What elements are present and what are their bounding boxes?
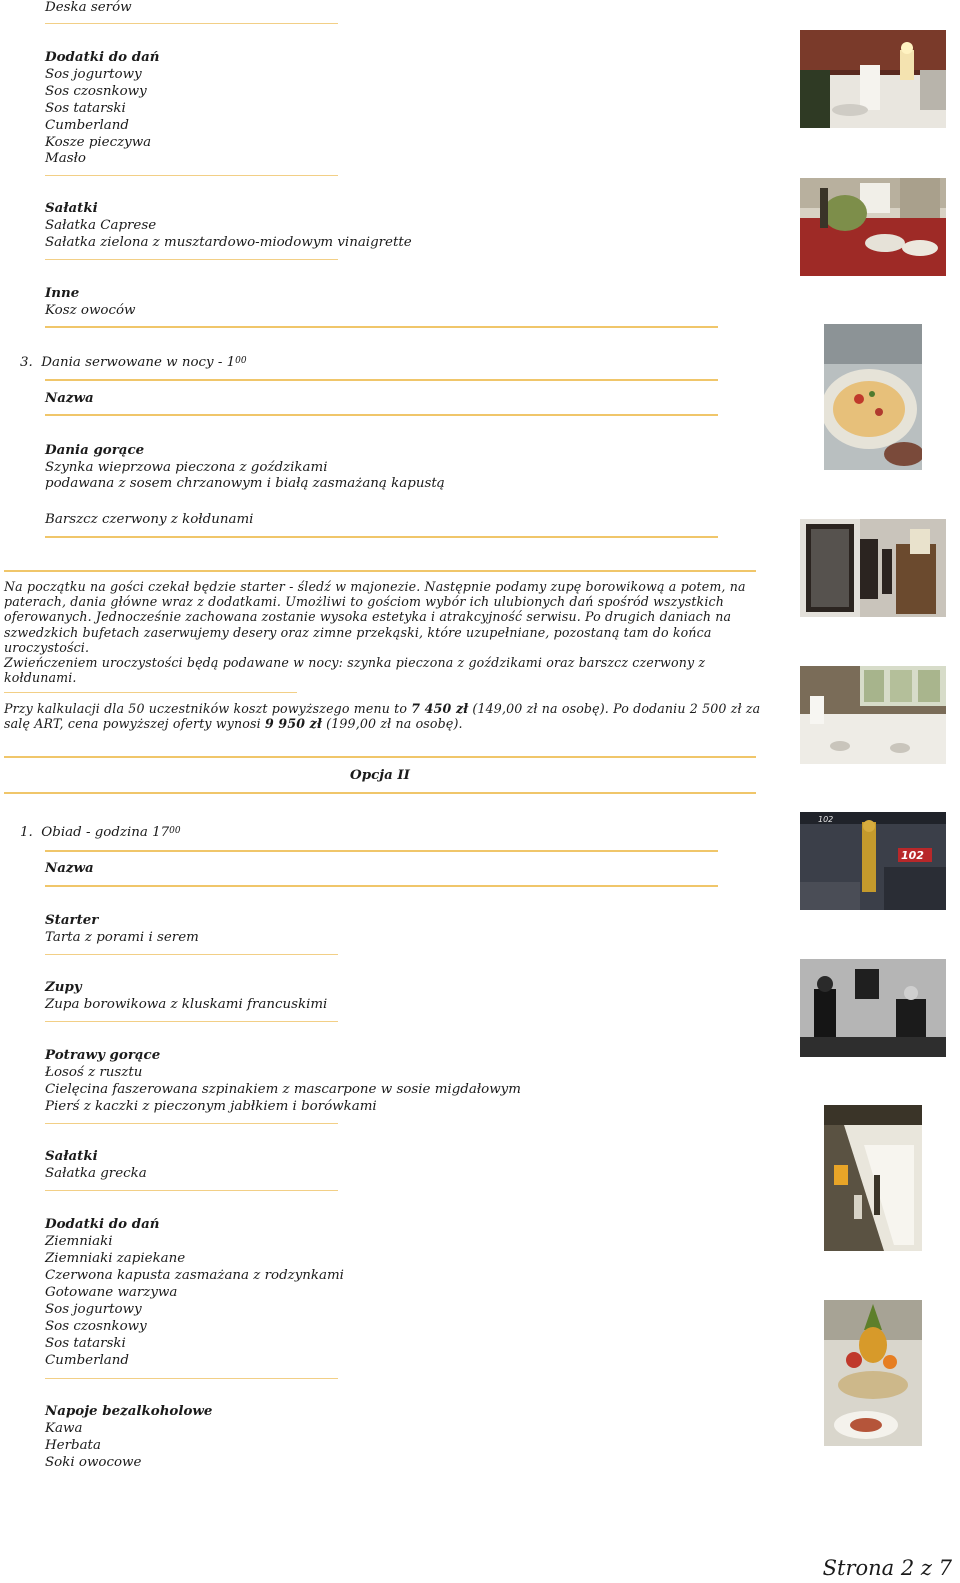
- fruit-platter-photo: [824, 1300, 922, 1446]
- description-paragraph-2: Zwieńczeniem uroczystości będą podawane w nocy: szynka pieczona z goździkami oraz barszcz czerwony z kołdunami.: [4, 655, 706, 686]
- list-item: Łosoś z rusztu: [45, 1065, 143, 1080]
- divider: [45, 414, 718, 416]
- list-item: Ziemniaki: [45, 1234, 113, 1249]
- divider: [4, 692, 297, 693]
- list-item: Tarta z porami i serem: [45, 930, 199, 945]
- corridor-gallery-photo: [800, 519, 946, 617]
- divider: [45, 1190, 338, 1191]
- time-superscript: 00: [169, 826, 181, 836]
- list-item: Barszcz czerwony z kołdunami: [45, 512, 254, 527]
- restaurant-table-photo: [800, 30, 946, 128]
- page-number: Strona 2 z 7: [822, 1556, 952, 1580]
- list-item: Sos tatarski: [45, 101, 126, 116]
- divider: [4, 570, 756, 572]
- divider: [45, 536, 718, 538]
- divider: [45, 1021, 338, 1022]
- buffet-hall-photo: [800, 178, 946, 276]
- list-item: Kosze pieczywa: [45, 135, 152, 150]
- musicians-photo: [800, 959, 946, 1057]
- room-sign-small: 102: [818, 815, 834, 824]
- list-item: Sos czosnkowy: [45, 1319, 147, 1334]
- list-item: Sos jogurtowy: [45, 1302, 142, 1317]
- divider: [45, 850, 718, 852]
- list-item: Soki owocowe: [45, 1455, 142, 1470]
- list-item: Kosz owoców: [45, 303, 136, 318]
- section-number: 3.: [20, 355, 33, 370]
- sunlit-dining-photo: [824, 1105, 922, 1251]
- list-item: Szynka wieprzowa pieczona z goździkami: [45, 460, 328, 475]
- divider: [45, 23, 338, 24]
- divider: [45, 379, 718, 381]
- list-item: podawana z sosem chrzanowym i białą zasmażaną kapustą: [45, 476, 445, 491]
- pasta-dish-photo: [824, 324, 922, 470]
- list-item: Cumberland: [45, 1353, 129, 1368]
- list-item: Gotowane warzywa: [45, 1285, 178, 1300]
- time-superscript: 00: [235, 356, 247, 366]
- list-item: Sałatka Caprese: [45, 218, 157, 233]
- hot-dishes-heading: Potrawy gorące: [45, 1047, 161, 1063]
- price-value: 9 950 zł: [264, 716, 322, 732]
- pricing-text: Przy kalkulacji dla 50 uczestników koszt powyższego menu to: [4, 701, 412, 716]
- list-item: Sos czosnkowy: [45, 84, 147, 99]
- salads-heading: Sałatki: [45, 200, 98, 216]
- name-column-header: Nazwa: [45, 390, 94, 406]
- pricing-text: (199,00 zł na osobę).: [321, 716, 463, 732]
- section-number: 1.: [20, 825, 33, 840]
- sides-heading: Dodatki do dań: [45, 49, 160, 65]
- starter-heading: Starter: [45, 912, 99, 928]
- pricing-paragraph: [4, 701, 764, 731]
- name-column-header: Nazwa: [45, 860, 94, 876]
- lunch-section-title: [20, 824, 181, 843]
- section-divider: [45, 326, 718, 328]
- salads-heading: Sałatki: [45, 1148, 98, 1164]
- list-item: Masło: [45, 151, 86, 166]
- list-item: Herbata: [45, 1438, 101, 1453]
- pricing-text: (149,00 zł na osobę). Po dodaniu 2 500 zł za salę ART, cena powyższej oferty wynosi: [4, 701, 761, 732]
- other-heading: Inne: [45, 285, 80, 301]
- drinks-heading: Napoje bezalkoholowe: [45, 1403, 213, 1419]
- divider: [45, 259, 338, 260]
- list-item: Zupa borowikowa z kluskami francuskimi: [45, 997, 328, 1012]
- divider: [45, 954, 338, 955]
- list-item: Sałatka zielona z musztardowo-miodowym vinaigrette: [45, 235, 412, 250]
- hot-dishes-heading: Dania gorące: [45, 442, 145, 458]
- room-102-photo: [800, 812, 946, 910]
- list-item: Czerwona kapusta zasmażana z rodzynkami: [45, 1268, 344, 1283]
- divider: [4, 756, 756, 758]
- divider: [45, 175, 338, 176]
- divider: [4, 792, 756, 794]
- list-item: Sos tatarski: [45, 1336, 126, 1351]
- section-title: Obiad - godzina 17: [41, 825, 170, 840]
- list-item: Pierś z kaczki z pieczonym jabłkiem i borówkami: [45, 1099, 377, 1114]
- cheese-board-item: Deska serów: [45, 0, 132, 15]
- list-item: Ziemniaki zapiekane: [45, 1251, 186, 1266]
- list-item: Sos jogurtowy: [45, 67, 142, 82]
- list-item: Cielęcina faszerowana szpinakiem z mascarpone w sosie migdałowym: [45, 1082, 521, 1097]
- night-section-title: [20, 354, 247, 373]
- banquet-hall-photo: [800, 666, 946, 764]
- room-sign: 102: [901, 849, 924, 862]
- divider: [45, 1123, 338, 1124]
- price-value: 7 450 zł: [411, 701, 469, 716]
- divider: [45, 885, 718, 887]
- description-paragraph: Na początku na gości czekał będzie starter - śledź w majonezie. Następnie podamy zupę borowikową a potem, na paterach, dania główne wraz z dodatkami. Umożliwi to gościom wybór ich ulubionych dań spośród wszystkich oferowanych. Jednocześnie zachowana zostanie wysoka estetyka i atrakcyjność serwisu. Po drugich daniach na szwedzkich bufetach zaserwujemy desery oraz zimne przekąski, które uzupełniane, pozostaną tam do końca uroczystości.: [4, 579, 746, 655]
- list-item: Cumberland: [45, 118, 129, 133]
- list-item: Sałatka grecka: [45, 1166, 147, 1181]
- option-title: Opcja II: [350, 767, 410, 783]
- section-title: Dania serwowane w nocy - 1: [41, 355, 236, 370]
- divider: [45, 1378, 338, 1379]
- list-item: Kawa: [45, 1421, 83, 1436]
- sides-heading: Dodatki do dań: [45, 1216, 160, 1232]
- soups-heading: Zupy: [45, 979, 82, 995]
